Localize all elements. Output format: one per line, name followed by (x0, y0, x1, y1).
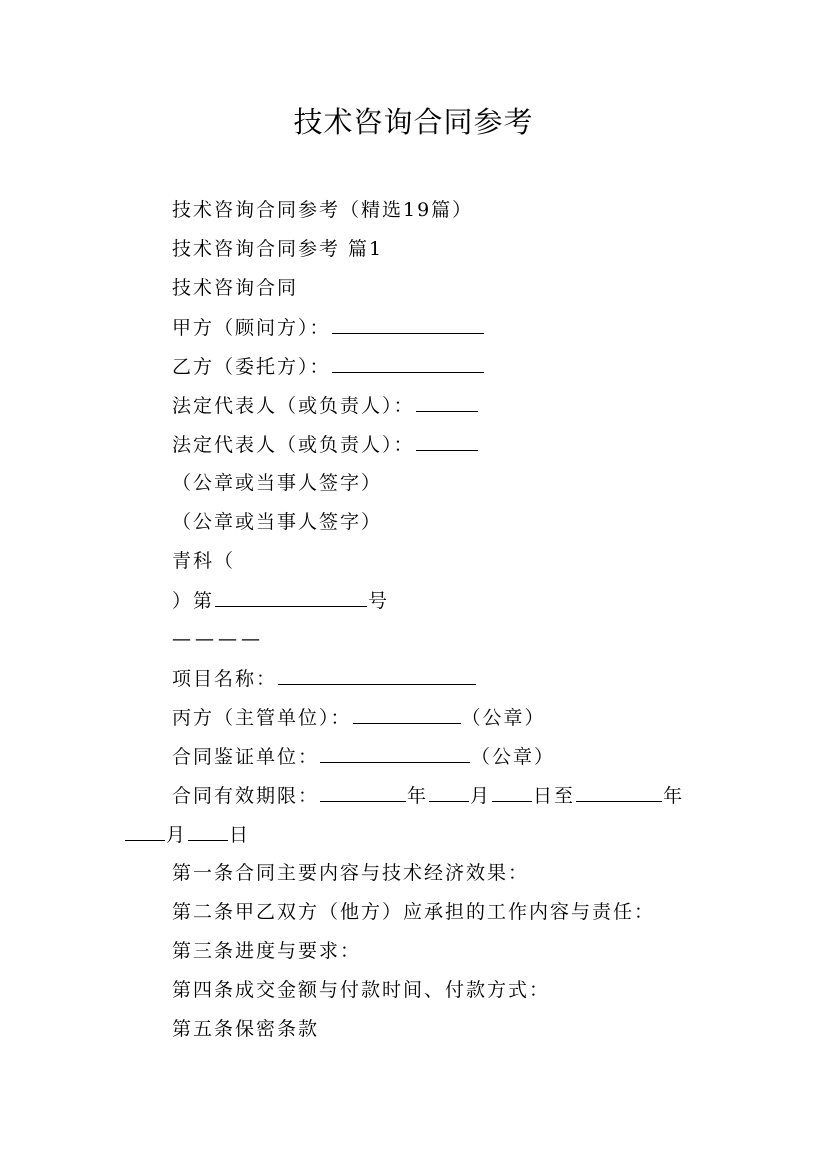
day-to-label: 日至 (533, 785, 576, 807)
reference-number-row (172, 586, 389, 615)
seal-note: （公章或当事人签字） (172, 511, 383, 533)
article-4: 第四条成交金额与付款时间、付款方式： (172, 979, 551, 1001)
article-3: 第三条进度与要求： (172, 940, 362, 962)
start-month-blank (429, 781, 469, 802)
party-c-blank (353, 703, 461, 724)
reference-number-suffix: 号 (368, 590, 390, 612)
article-5: 第五条保密条款 (172, 1018, 320, 1040)
year-label: 年 (407, 785, 429, 807)
project-name-blank (278, 664, 476, 685)
section-heading: 技术咨询合同参考 篇1 (172, 238, 384, 260)
party-b-label: 乙方（委托方）： (172, 356, 331, 378)
project-name-row (172, 664, 477, 693)
party-a-row (172, 313, 485, 342)
reference-prefix: 青科（ (172, 550, 236, 572)
legal-rep-row (172, 391, 479, 420)
party-b-row (172, 352, 485, 381)
validity-period-label: 合同有效期限： (172, 785, 320, 807)
party-c-label: 丙方（主管单位）： (172, 707, 352, 729)
end-day-blank (188, 820, 228, 841)
validity-period-row (172, 781, 684, 810)
start-day-blank (492, 781, 532, 802)
party-a-label: 甲方（顾问方）： (172, 317, 331, 339)
document-subtitle: 技术咨询合同参考（精选19篇） (172, 199, 474, 221)
legal-rep-label: 法定代表人（或负责人）： (172, 434, 415, 456)
verification-unit-seal: （公章） (471, 746, 556, 768)
dash-separator: ———— (172, 628, 264, 650)
seal-note: （公章或当事人签字） (172, 472, 383, 494)
reference-number-blank (215, 586, 367, 607)
end-month-blank (125, 820, 165, 841)
party-c-seal: （公章） (461, 707, 546, 729)
end-year-blank (576, 781, 662, 802)
party-b-blank (332, 352, 484, 373)
start-year-blank (320, 781, 406, 802)
article-1: 第一条合同主要内容与技术经济效果： (172, 862, 530, 884)
contract-heading: 技术咨询合同 (172, 277, 299, 299)
validity-period-continuation (124, 820, 250, 849)
reference-number-label: ）第 (172, 590, 215, 612)
document-title: 技术咨询合同参考 (293, 105, 534, 139)
day-label: 日 (229, 824, 251, 846)
verification-unit-row (172, 742, 555, 771)
month-label: 月 (166, 824, 188, 846)
legal-rep-row (172, 430, 479, 459)
legal-rep-blank (416, 430, 478, 451)
verification-unit-blank (320, 742, 470, 763)
party-c-row (172, 703, 546, 732)
verification-unit-label: 合同鉴证单位： (172, 746, 320, 768)
project-name-label: 项目名称： (172, 668, 278, 690)
party-a-blank (332, 313, 484, 334)
year-label: 年 (663, 785, 685, 807)
legal-rep-blank (416, 391, 478, 412)
legal-rep-label: 法定代表人（或负责人）： (172, 395, 415, 417)
month-label: 月 (470, 785, 492, 807)
article-2: 第二条甲乙双方（他方）应承担的工作内容与责任： (172, 901, 656, 923)
